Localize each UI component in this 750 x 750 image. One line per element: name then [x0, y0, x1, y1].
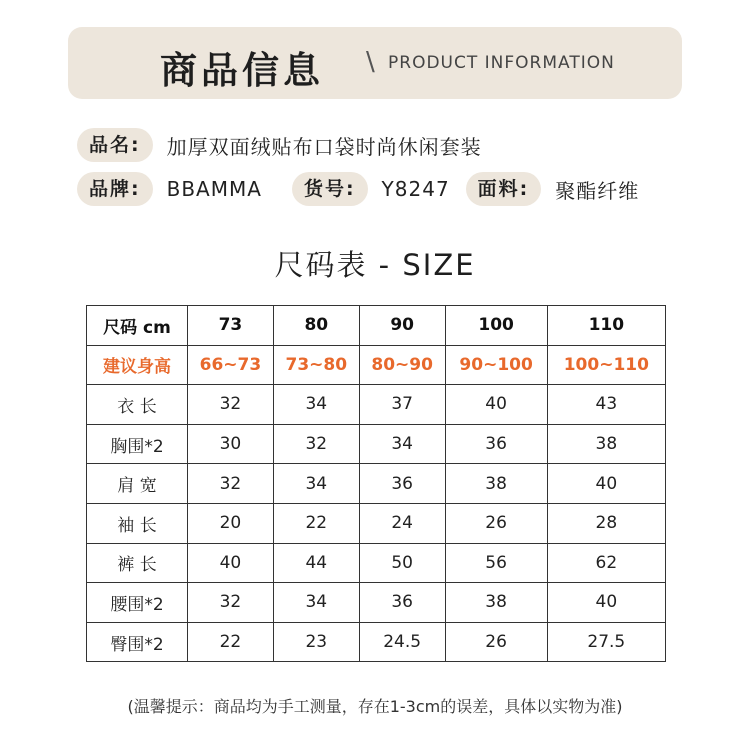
table-cell: 40: [547, 583, 665, 623]
table-cell: 44: [273, 543, 359, 583]
table-cell: 36: [359, 583, 445, 623]
brand-label: 品牌:: [77, 172, 153, 206]
table-cell: 30: [188, 424, 274, 464]
table-cell: 34: [273, 464, 359, 504]
table-cell: 23: [273, 622, 359, 662]
product-meta-row: [77, 171, 639, 207]
product-name-row: [77, 127, 482, 163]
table-cell: 28: [547, 503, 665, 543]
table-row: [87, 424, 666, 464]
table-cell: 43: [547, 385, 665, 425]
table-cell: 90: [359, 306, 445, 346]
table-cell: 100~110: [547, 345, 665, 385]
table-cell: 34: [273, 385, 359, 425]
table-cell: 110: [547, 306, 665, 346]
table-cell: 36: [445, 424, 547, 464]
table-header-row: [87, 306, 666, 346]
brand-value: BBAMMA: [166, 177, 262, 201]
table-cell: 26: [445, 503, 547, 543]
table-cell: 22: [273, 503, 359, 543]
table-cell: 38: [445, 583, 547, 623]
table-cell: 24: [359, 503, 445, 543]
table-cell: 27.5: [547, 622, 665, 662]
table-cell: 34: [273, 583, 359, 623]
row-label-cell: 臀围*2: [87, 622, 188, 662]
size-table: [86, 305, 666, 662]
table-cell: 73~80: [273, 345, 359, 385]
row-label-cell: 尺码 cm: [87, 306, 188, 346]
product-name-label: 品名:: [77, 128, 153, 162]
table-row: [87, 385, 666, 425]
fabric-value: 聚酯纤维: [555, 178, 640, 203]
row-label-cell: 裤 长: [87, 543, 188, 583]
table-cell: 100: [445, 306, 547, 346]
row-label-cell: 袖 长: [87, 503, 188, 543]
table-row: [87, 345, 666, 385]
table-cell: 24.5: [359, 622, 445, 662]
table-row: [87, 622, 666, 662]
table-cell: 37: [359, 385, 445, 425]
product-name-value: 加厚双面绒贴布口袋时尚休闲套装: [166, 134, 482, 159]
banner-title-en: PRODUCT INFORMATION: [388, 53, 615, 73]
row-label-cell: 衣 长: [87, 385, 188, 425]
row-label-cell: 建议身高: [87, 345, 188, 385]
table-cell: 20: [188, 503, 274, 543]
item-no-label: 货号:: [292, 172, 368, 206]
table-cell: 36: [359, 464, 445, 504]
table-cell: 90~100: [445, 345, 547, 385]
table-cell: 26: [445, 622, 547, 662]
table-cell: 34: [359, 424, 445, 464]
table-cell: 73: [188, 306, 274, 346]
banner-title-cn: 商品信息: [160, 49, 324, 92]
table-cell: 62: [547, 543, 665, 583]
row-label-cell: 胸围*2: [87, 424, 188, 464]
table-row: [87, 543, 666, 583]
table-cell: 66~73: [188, 345, 274, 385]
table-cell: 22: [188, 622, 274, 662]
banner-slash: \: [366, 47, 375, 77]
size-chart-title: 尺码表 - SIZE: [274, 248, 476, 282]
info-banner: [68, 27, 682, 99]
table-cell: 32: [188, 385, 274, 425]
table-row: [87, 583, 666, 623]
table-cell: 50: [359, 543, 445, 583]
table-cell: 40: [547, 464, 665, 504]
table-cell: 38: [445, 464, 547, 504]
table-cell: 32: [273, 424, 359, 464]
table-cell: 80: [273, 306, 359, 346]
item-no-value: Y8247: [381, 177, 450, 201]
table-cell: 40: [445, 385, 547, 425]
table-cell: 80~90: [359, 345, 445, 385]
table-cell: 40: [188, 543, 274, 583]
table-cell: 38: [547, 424, 665, 464]
table-cell: 56: [445, 543, 547, 583]
row-label-cell: 肩 宽: [87, 464, 188, 504]
row-label-cell: 腰围*2: [87, 583, 188, 623]
table-row: [87, 503, 666, 543]
table-cell: 32: [188, 464, 274, 504]
measurement-note: (温馨提示：商品均为手工测量，存在1-3cm的误差，具体以实物为准): [127, 697, 623, 716]
fabric-label: 面料:: [466, 172, 542, 206]
table-row: [87, 464, 666, 504]
table-cell: 32: [188, 583, 274, 623]
